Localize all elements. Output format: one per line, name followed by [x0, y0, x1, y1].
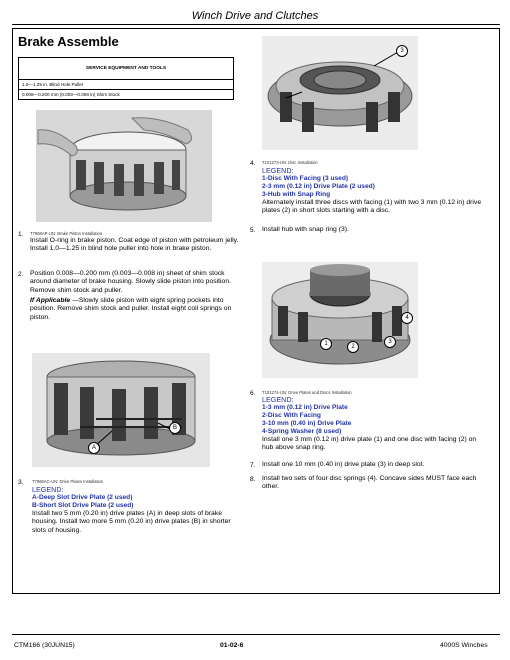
- step-3-legend-b: B-Short Slot Drive Plate (2 used): [32, 502, 134, 509]
- step-6-legend-4: 4-Spring Washer (8 used): [262, 428, 342, 435]
- footer-doc-id: CTM166 (30JUN15): [14, 642, 75, 649]
- callout-3b-badge: [384, 336, 396, 348]
- step-6-legend-1: 1-3 mm (0.12 in) Drive Plate: [262, 404, 348, 411]
- step-8-text: Install two sets of four disc springs (4). Concave sides MUST face each other.: [262, 475, 477, 491]
- step-4-number: 4.: [250, 160, 256, 167]
- equipment-table: [18, 57, 234, 100]
- disc-installation-photo: [262, 36, 418, 150]
- footer-page-number: 01-02-6: [220, 642, 244, 649]
- drive-plates-discs-illustration: [262, 262, 418, 378]
- callout-a-badge: [88, 442, 100, 454]
- step-7-text: Install one 10 mm (0.40 in) drive plate (3) in deep slot.: [262, 461, 425, 468]
- drive-plates-discs-photo: [262, 262, 418, 378]
- equipment-row: 0.008—0.200 mm (0.003—0.008 in) Shim Stock: [19, 90, 234, 100]
- callout-3-label: 3: [400, 48, 404, 54]
- step-3-legend-a: A-Deep Slot Drive Plate (2 used): [32, 494, 133, 501]
- step-1-caption: T7968AP-UN: Brake Piston Installation: [30, 231, 103, 236]
- footer-manual-name: 4000S Winches: [440, 642, 488, 649]
- step-3-legend-title: LEGEND:: [32, 485, 64, 494]
- callout-a-label: A: [91, 445, 96, 451]
- callout-1-badge: [320, 338, 332, 350]
- callout-2-label: 2: [351, 344, 355, 350]
- callout-3-badge: [396, 45, 408, 57]
- equipment-row: 1.0—1.25 in. Blind Hole Puller: [19, 80, 234, 90]
- callout-4-badge: [401, 312, 413, 324]
- step-5-text: Install hub with snap ring (3).: [262, 226, 349, 233]
- callout-2-badge: [347, 341, 359, 353]
- section-title: Brake Assemble: [18, 34, 119, 49]
- header-rule: [12, 24, 500, 25]
- step-3-number: 3.: [18, 479, 24, 486]
- step-6-text: Install one 3 mm (0.12 in) drive plate (1) and one disc with facing (2) on hub above snap ring.: [262, 436, 477, 452]
- step-3-text: Install two 5 mm (0.20 in) drive plates (A) in deep slots of brake housing. Install two more 5 mm (0.20 in) drive plates (B) in shorter slots of housing.: [32, 510, 231, 534]
- step-6-number: 6.: [250, 390, 256, 397]
- step-1-text: Install O-ring in brake piston. Coat edge of piston with petroleum jelly. Install 1.0—1.25 in blind hole puller into hole in brake piston.: [30, 237, 239, 253]
- callout-4-label: 4: [405, 315, 409, 321]
- page-header-title: Winch Drive and Clutches: [191, 10, 319, 22]
- step-2-number: 2.: [18, 271, 24, 278]
- step-4-text: Alternately install three discs with facing (1) with two 3 mm (0.12 in) drive plates (2) in short slots starting with a disc.: [262, 199, 482, 215]
- note-text: —Slowly slide piston with eight spring pockets into position. Remove shim stock and puller. Install eight coil springs on piston.: [30, 297, 232, 321]
- step-7-number: 7.: [250, 462, 256, 469]
- step-6-caption: T101274-UN: Drive Plates and Discs Installation: [262, 390, 352, 395]
- drive-plates-illustration: [32, 353, 210, 467]
- step-6-legend-2: 2-Disc With Facing: [262, 412, 321, 419]
- note-label: If Applicable: [30, 297, 71, 304]
- callout-b-badge: [169, 422, 181, 434]
- brake-piston-illustration: [36, 110, 212, 222]
- footer-rule: [12, 634, 500, 635]
- step-4-caption: T101273-UN: Disc Installation: [262, 160, 318, 165]
- callout-1-label: 1: [324, 341, 328, 347]
- step-6-legend-title: LEGEND:: [262, 395, 294, 404]
- step-4-legend-title: LEGEND:: [262, 166, 294, 175]
- callout-b-label: B: [172, 425, 177, 431]
- step-2-text: Position 0.008—0.200 mm (0.003—0.008 in) sheet of shim stock around diameter of brake housing. Slowly slide piston into position. Remove shim stock and puller.: [30, 270, 232, 294]
- callout-3b-label: 3: [388, 339, 392, 345]
- step-8-number: 8.: [250, 476, 256, 483]
- step-4-legend-2: 2-3 mm (0.12 in) Drive Plate (2 used): [262, 183, 375, 190]
- step-5-number: 5.: [250, 227, 256, 234]
- step-2-note: [30, 297, 240, 322]
- step-1-number: 1.: [18, 231, 24, 238]
- step-6-legend-3: 3-10 mm (0.40 in) Drive Plate: [262, 420, 352, 427]
- step-4-legend-3: 3-Hub with Snap Ring: [262, 191, 331, 198]
- equipment-table-heading: SERVICE EQUIPMENT AND TOOLS: [19, 58, 234, 80]
- step-3-caption: T7968AC-UN: Drive Plates Installation: [32, 479, 104, 484]
- brake-piston-photo: [36, 110, 212, 222]
- drive-plates-photo: [32, 353, 210, 467]
- disc-installation-illustration: [262, 36, 418, 150]
- step-4-legend-1: 1-Disc With Facing (3 used): [262, 175, 349, 182]
